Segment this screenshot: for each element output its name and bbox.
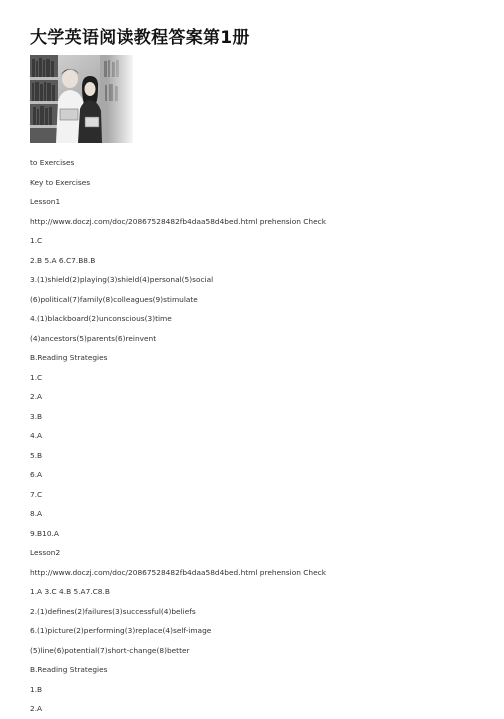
text-line: 1.A 3.C 4.B 5.A7.C8.B	[30, 587, 110, 596]
text-line: 5.B	[30, 450, 43, 460]
text-line: 6.A	[30, 470, 43, 479]
text-line: Key to Exercises	[30, 177, 91, 187]
text-line: 6.(1)picture(2)performing(3)replace(4)self-image	[30, 626, 212, 635]
text-line: 4.(1)blackboard(2)unconscious(3)time	[30, 314, 172, 323]
text-line: Lesson2	[30, 548, 61, 557]
text-line: B.Reading Strategies	[30, 353, 108, 362]
students-reading-photo	[30, 55, 133, 143]
text-line: (6)political(7)family(8)colleagues(9)stimulate	[30, 294, 198, 304]
document-title: 大学英语阅读教程答案第1册	[30, 28, 250, 48]
text-line: 1.C	[30, 236, 43, 245]
text-line: 7.C	[30, 489, 43, 499]
text-line: B.Reading Strategies	[30, 665, 108, 674]
text-line: 1.C	[30, 372, 43, 382]
text-line: 3.(1)shield(2)playing(3)shield(4)personal(5)social	[30, 275, 214, 284]
text-line: 3.B	[30, 411, 43, 421]
text-line: 4.A	[30, 431, 43, 440]
text-line: http://www.doczj.com/doc/20867528482fb4daa58d4bed.html prehension Check	[30, 216, 326, 226]
text-line: 1.B	[30, 684, 43, 694]
text-line: 2.(1)defines(2)failures(3)successful(4)beliefs	[30, 606, 196, 616]
text-line: (5)line(6)potential(7)short-change(8)better	[30, 645, 190, 655]
text-line: 2.B 5.A 6.C7.B8.B	[30, 255, 96, 265]
text-line: to Exercises	[30, 158, 75, 167]
text-line: 8.A	[30, 509, 43, 518]
text-line: http://www.doczj.com/doc/20867528482fb4daa58d4bed.html prehension Check	[30, 567, 326, 577]
text-line: 2.A	[30, 392, 43, 401]
answer-key-text	[30, 153, 490, 719]
text-line: 2.A	[30, 704, 43, 713]
text-line: 9.B10.A	[30, 528, 59, 538]
text-line: (4)ancestors(5)parents(6)reinvent	[30, 333, 157, 343]
text-line: Lesson1	[30, 197, 61, 206]
